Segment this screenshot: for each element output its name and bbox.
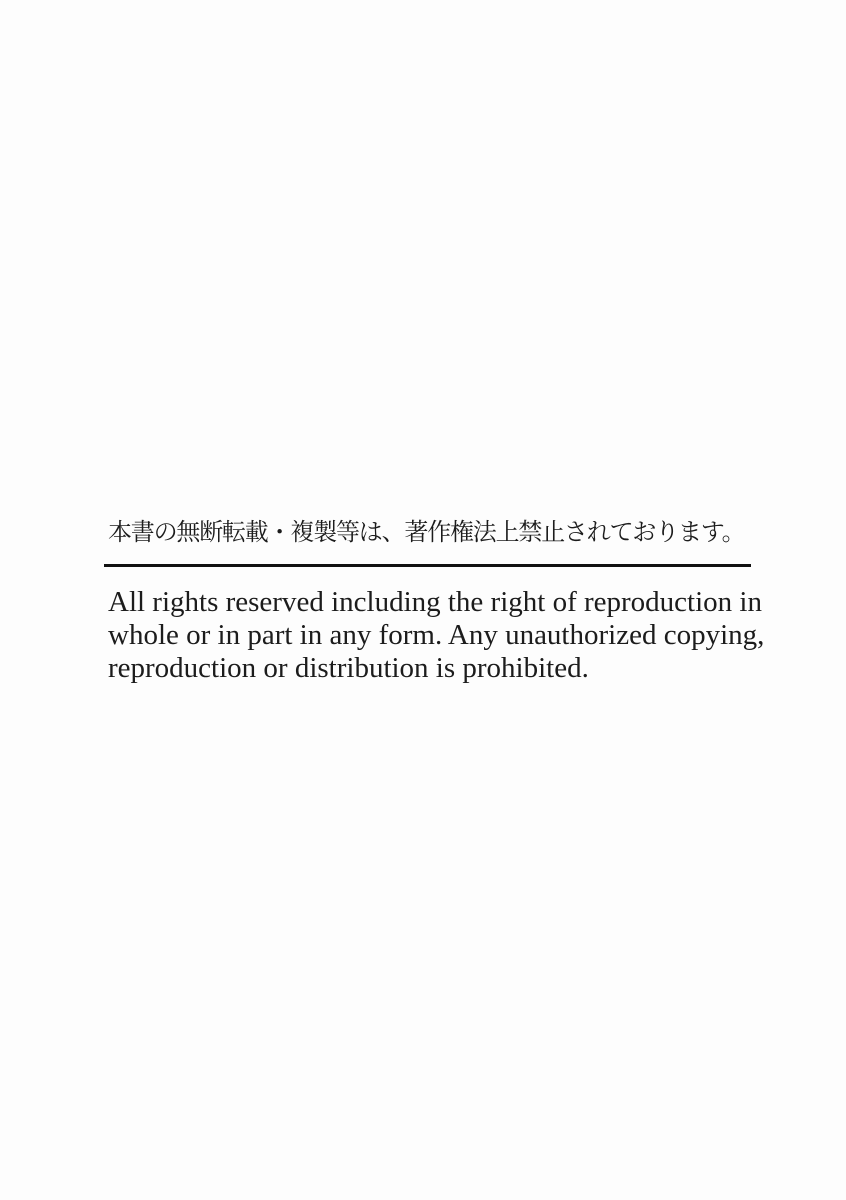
english-notice-line-3: reproduction or distribution is prohibited.	[108, 652, 589, 684]
divider-line	[104, 564, 751, 567]
english-notice-line-1: All rights reserved including the right of reproduction in	[108, 586, 762, 618]
copyright-notice-english	[104, 586, 765, 685]
english-notice-line-2: whole or in part in any form. Any unauthorized copying,	[108, 619, 765, 651]
copyright-notice-block	[104, 519, 765, 685]
copyright-notice-japanese: 本書の無断転載・複製等は、著作権法上禁止されております。	[108, 520, 745, 546]
